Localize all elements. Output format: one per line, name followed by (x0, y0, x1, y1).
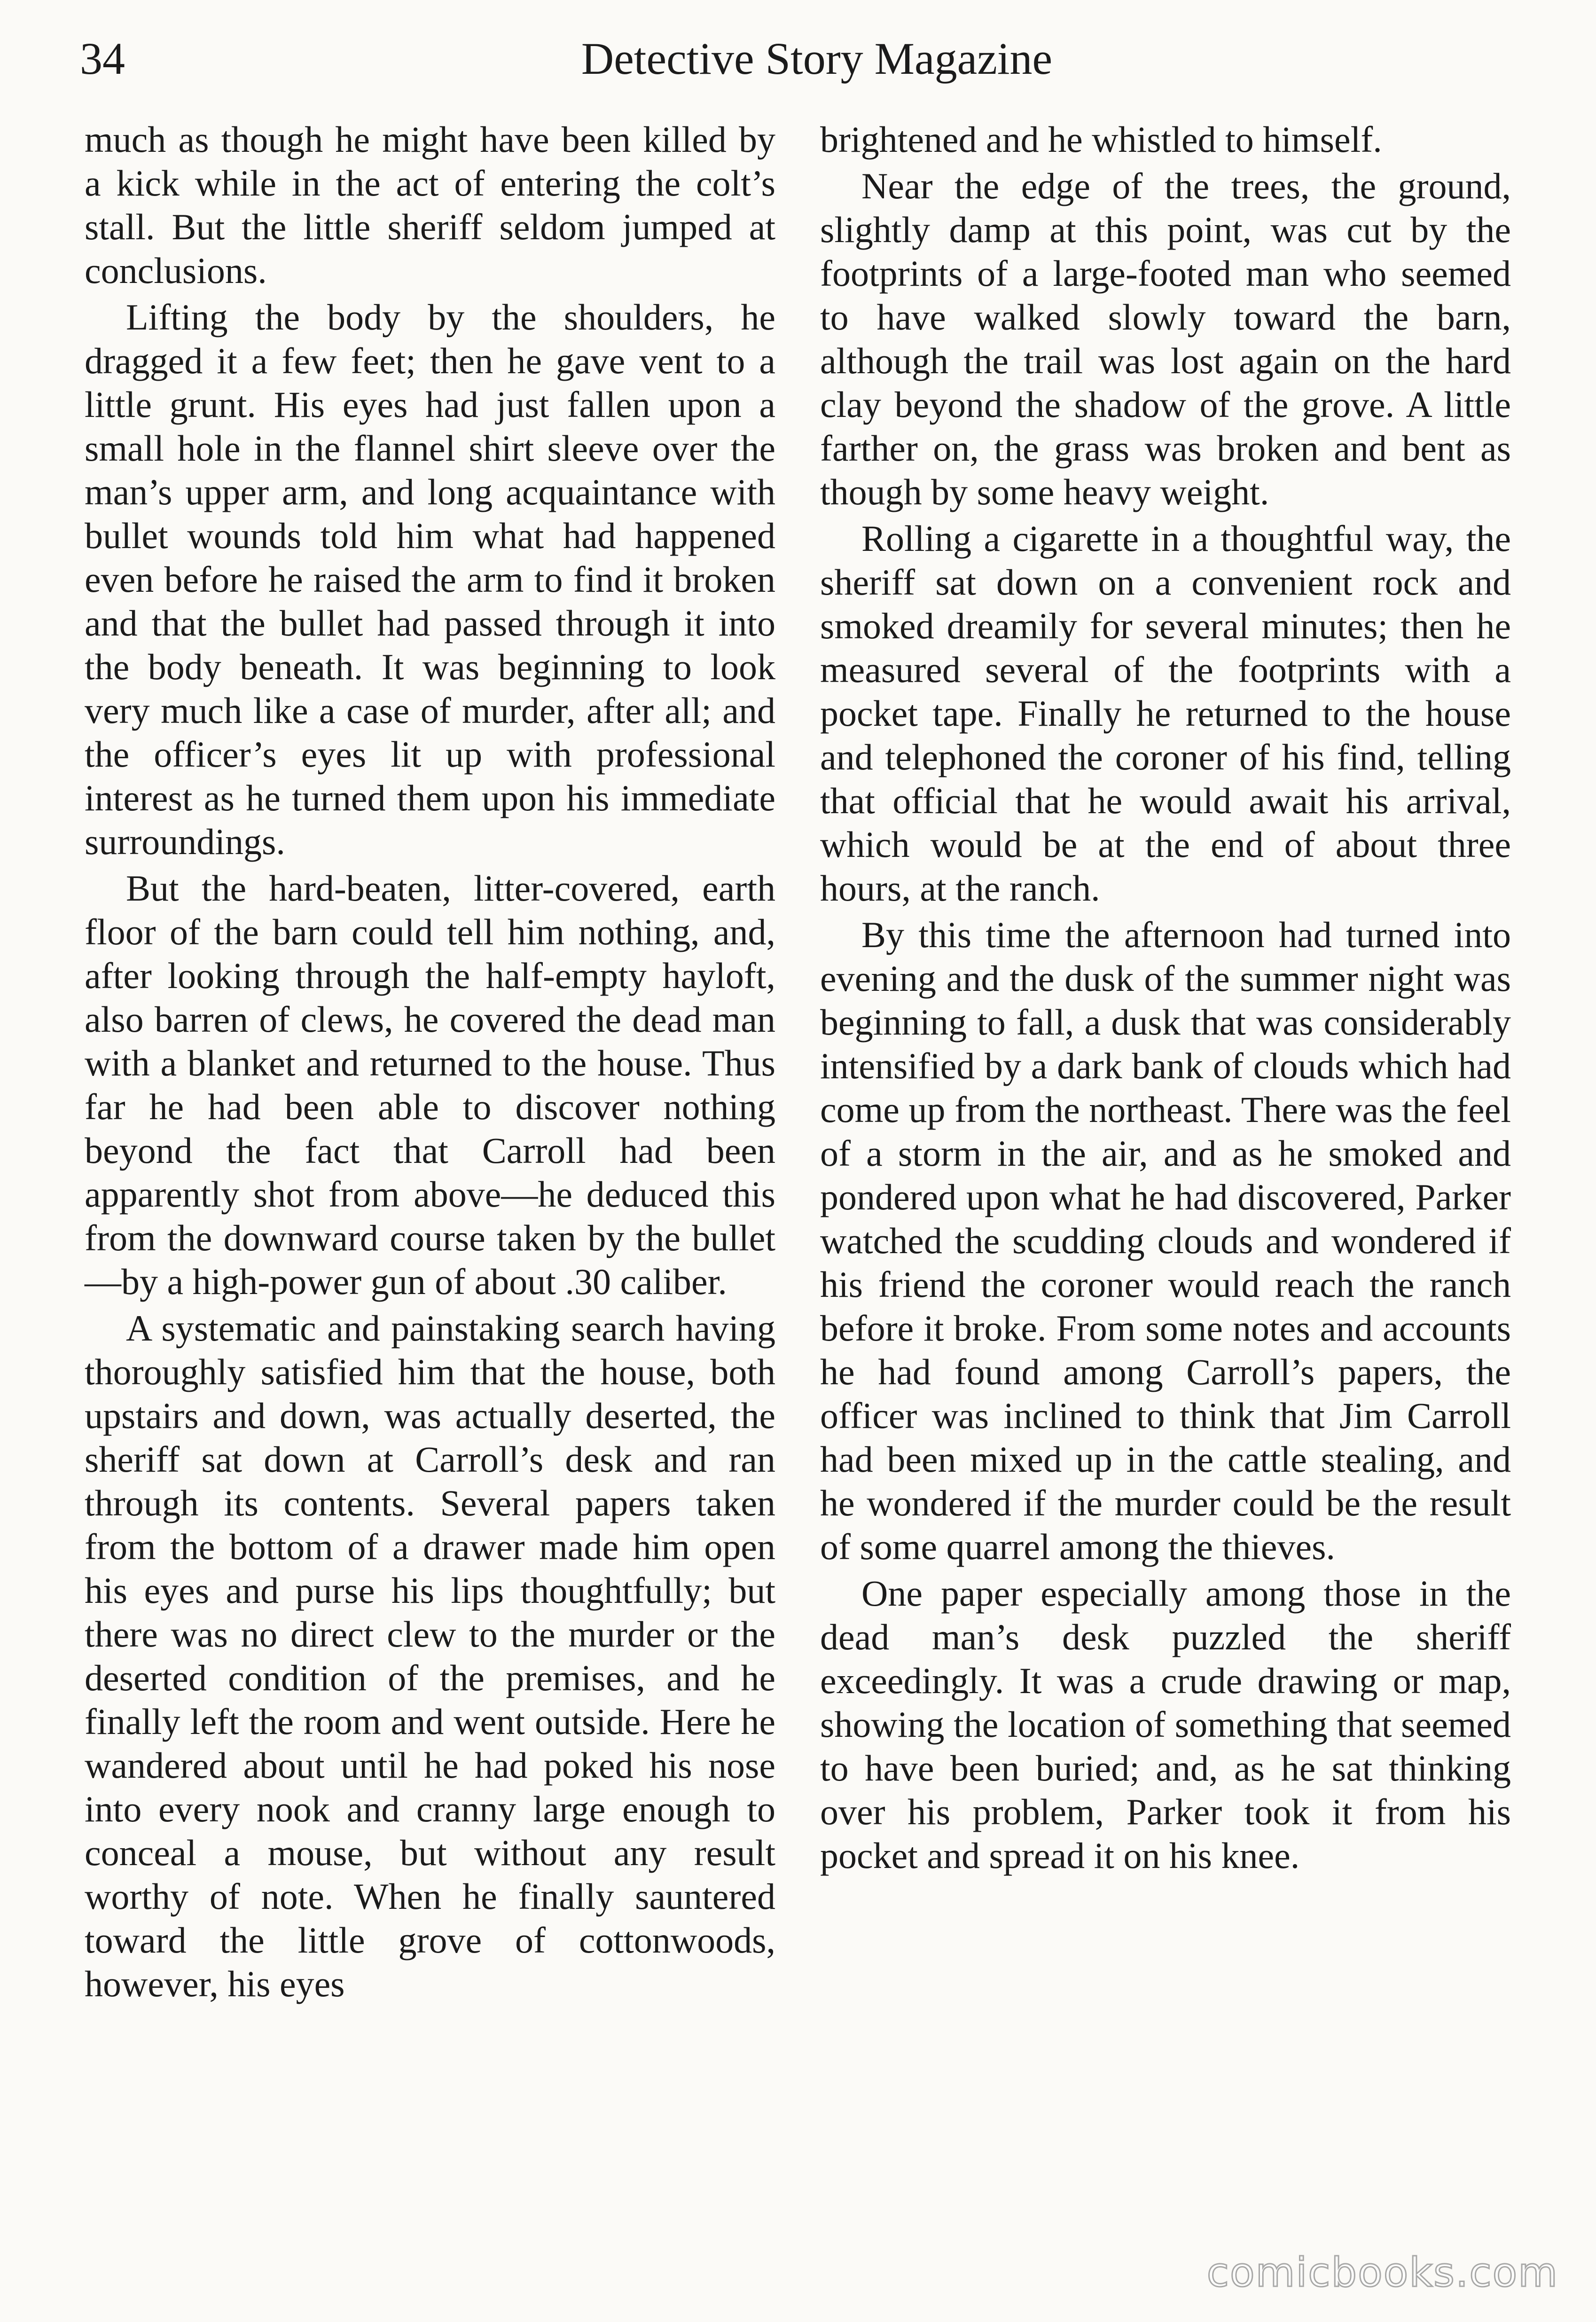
paragraph: Near the edge of the trees, the ground, slightly damp at this point, was cut by the footprints of a large-footed man who seemed to have walked slowly toward the barn, although the trail was lost again on the hard clay beyond the shadow of the grove. A little farther on, the grass was broken and bent as though by some heavy weight. (820, 165, 1511, 512)
paragraph: brightened and he whistled to himself. (820, 119, 1382, 160)
paragraph: By this time the afternoon had turned into evening and the dusk of the summer night was beginning to fall, a dusk that was considerably intensified by a dark bank of clouds which had come up from the northeast. There was the feel of a storm in the air, and as he smoked and pondered upon what he had discovered, Parker watched the scudding clouds and wondered if his friend the coroner would reach the ranch before it broke. From some notes and accounts he had found among Carroll’s papers, the officer was inclined to think that Jim Carroll had been mixed up in the cattle stealing, and he wondered if the murder could be the result of some quarrel among the thieves. (820, 914, 1511, 1567)
watermark: comicbooks.com (1206, 2249, 1558, 2296)
paragraph: A systematic and painstaking search having thoroughly satisfied him that the house, both upstairs and down, was actually deserted, the sheriff sat down at Carroll’s desk and ran through its contents. Several papers taken from the bottom of a drawer made him open his eyes and purse his lips thoughtfully; but there was no direct clew to the murder or the deserted condition of the premises, and he finally left the room and went outside. Here he wandered about until he had poked his nose into every nook and cranny large enough to conceal a mouse, but without any result worthy of note. When he finally sauntered toward the little grove of cottonwoods, however, his eyes (85, 1308, 775, 2004)
paragraph: One paper especially among those in the dead man’s desk puzzled the sheriff exceedingly. It was a crude drawing or map, showing the location of something that seemed to have been buried; and, as he sat thinking over his problem, Parker took it from his pocket and spread it on his knee. (820, 1573, 1511, 1876)
left-column (85, 118, 775, 2008)
paragraph: Lifting the body by the shoulders, he dragged it a few feet; then he gave vent to a little grunt. His eyes had just fallen upon a small hole in the flannel shirt sleeve over the man’s upper arm, and long acquaintance with bullet wounds told him what had happened even before he raised the arm to find it broken and that the bullet had passed through it into the body beneath. It was beginning to look very much like a case of murder, after all; and the officer’s eyes lit up with professional interest as he turned them upon his immediate surroundings. (85, 297, 775, 862)
page-header (80, 26, 1554, 92)
running-title: Detective Story Magazine (581, 33, 1053, 84)
page-number: 34 (80, 33, 125, 84)
paragraph: Rolling a cigarette in a thoughtful way, the sheriff sat down on a convenient rock and smoked dreamily for several minutes; then he measured several of the footprints with a pocket tape. Finally he returned to the house and telephoned the coroner of his find, telling that official that he would await his arrival, which would be at the end of about three hours, at the ranch. (820, 518, 1511, 909)
paragraph: But the hard-beaten, litter-covered, earth floor of the barn could tell him nothing, and, after looking through the half-empty hayloft, also barren of clews, he covered the dead man with a blanket and returned to the house. Thus far he had been able to discover nothing beyond the fact that Carroll had been apparently shot from above—he deduced this from the downward course taken by the bullet—by a high-power gun of about .30 caliber. (85, 868, 775, 1302)
right-column (820, 118, 1511, 1880)
paragraph: much as though he might have been killed by a kick while in the act of entering the colt’s stall. But the little sheriff seldom jumped at conclusions. (85, 119, 775, 291)
